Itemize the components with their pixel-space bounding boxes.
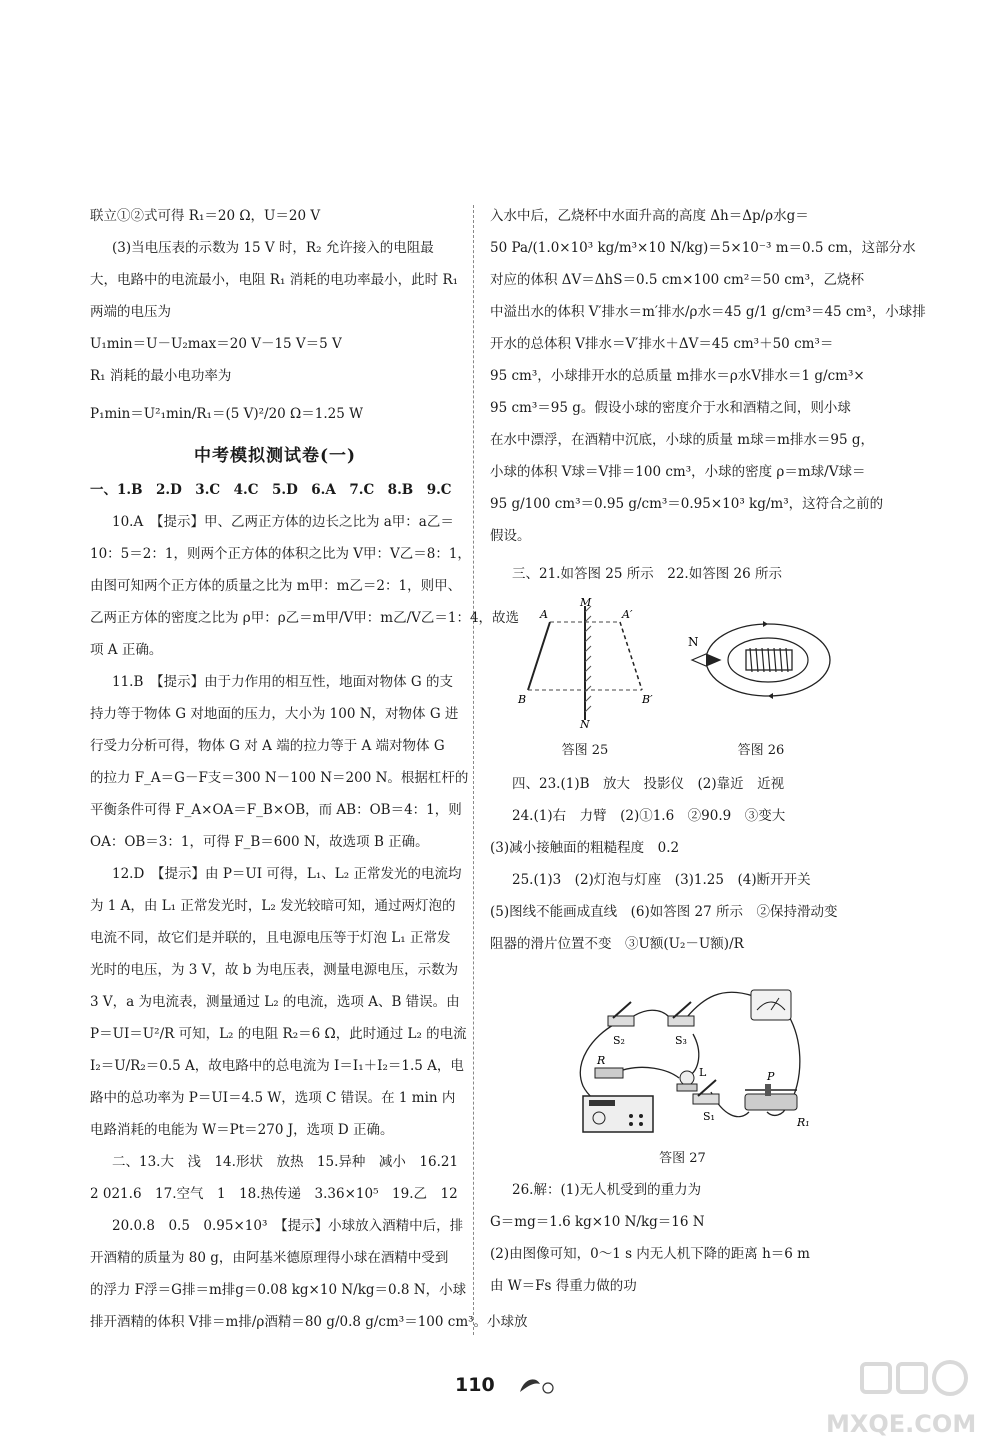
q10-line: 项 A 正确。 (90, 642, 163, 658)
resistor-r-icon (595, 1068, 623, 1078)
figure-27 (490, 966, 875, 1168)
q20-cont-line: 在水中漂浮，在酒精中沉底，小球的质量 m球＝m排水＝95 g， (490, 432, 875, 448)
q11-line: 11.B 【提示】由于力作用的相互性，地面对物体 G 的支 (112, 674, 454, 690)
label-M: M (580, 596, 592, 609)
q25-line: (5)图线不能画成直线 (6)如答图 27 所示 ②保持滑动变 (490, 904, 838, 920)
q25-line: 阻器的滑片位置不变 ③U额(U₂－U额)/R (490, 936, 744, 952)
q11-line: OA：OB＝3：1，可得 F_B＝600 N，故选项 B 正确。 (90, 834, 429, 850)
voltmeter-icon (751, 990, 791, 1020)
label-S2: S₂ (612, 1034, 625, 1047)
mc-answers: 一、1.B 2.D 3.C 4.C 5.D 6.A 7.C 8.B 9.C (90, 482, 452, 498)
section-title: 中考模拟测试卷(一) (193, 446, 357, 466)
label-R: R (596, 1054, 605, 1067)
q10-line: 乙两正方体的密度之比为 ρ甲：ρ乙＝m甲/V甲：m乙/V乙＝1：4，故选 (90, 610, 520, 626)
q20-line: 的浮力 F浮＝G排＝m排g＝0.08 kg×10 N/kg＝0.8 N，小球 (90, 1282, 467, 1298)
q12-line: 电路消耗的电能为 W＝Pt＝270 J，选项 D 正确。 (90, 1122, 394, 1138)
formula-line: P₁min＝U²₁min/R₁＝(5 V)²/20 Ω＝1.25 W (90, 406, 363, 422)
q10-line: 10：5＝2：1，则两个正方体的体积之比为 V甲：V乙＝8：1， (90, 546, 471, 562)
power-supply-icon (583, 1096, 653, 1132)
q12-line: 光时的电压，为 3 V，故 b 为电压表，测量电源电压，示数为 (90, 962, 459, 978)
q11-line: 行受力分析可得，物体 G 对 A 端的拉力等于 A 端对物体 G (90, 738, 445, 754)
q12-line: I₂＝U/R₂＝0.5 A，故电路中的总电流为 I＝I₁＋I₂＝1.5 A，电 (90, 1058, 464, 1074)
q20-line: 开酒精的质量为 80 g，由阿基米德原理得小球在酒精中受到 (90, 1250, 449, 1266)
q25-line: 25.(1)3 (2)灯泡与灯座 (3)1.25 (4)断开开关 (512, 872, 811, 888)
mirror-diagram (510, 596, 660, 731)
q20-cont-line: 95 cm³，小球排开水的总质量 m排水＝ρ水V排水＝1 g/cm³× (490, 368, 865, 384)
q12-line: 电流不同，故它们是并联的，且电源电压等于灯泡 L₁ 正常发 (90, 930, 451, 946)
text-line: 联立①②式可得 R₁＝20 Ω，U＝20 V (90, 208, 321, 224)
q12-line: P＝UI＝U²/R 可知，L₂ 的电阻 R₂＝6 Ω，此时通过 L₂ 的电流 (90, 1026, 467, 1042)
q20-cont-line: 95 cm³＝95 g。假设小球的密度介于水和酒精之间，则小球 (490, 400, 851, 416)
solenoid-diagram (686, 598, 836, 728)
q12-line: 12.D 【提示】由 P＝UI 可得，L₁、L₂ 正常发光的电流均 (112, 866, 462, 882)
label-A: A (540, 608, 548, 621)
watermark-logo (822, 1358, 982, 1440)
label-S3: S₃ (674, 1034, 687, 1047)
figures-25-26 (510, 598, 875, 760)
q24-line: 24.(1)右 力臂 (2)①1.6 ②90.9 ③变大 (512, 808, 786, 824)
formula-line: U₁min＝U－U₂max＝20 V－15 V＝5 V (90, 336, 342, 352)
label-S1: S₁ (702, 1110, 715, 1123)
figure-25 (510, 598, 660, 760)
q26-line: 由 W＝Fs 得重力做的功 (490, 1278, 637, 1294)
svg-text:MXQE.COM: MXQE.COM (826, 1410, 977, 1438)
q11-line: 的拉力 F_A＝G－F支＝300 N－100 N＝200 N。根据杠杆的 (90, 770, 469, 786)
q12-line: 3 V，a 为电流表，测量通过 L₂ 的电流，选项 A、B 错误。由 (90, 994, 460, 1010)
q20-cont-line: 假设。 (490, 528, 531, 544)
leaf-ornament-icon (516, 1374, 556, 1396)
q20-line: 排开酒精的体积 V排＝m排/ρ酒精＝80 g/0.8 g/cm³＝100 cm³。小球放 (90, 1314, 528, 1330)
label-N: N (580, 718, 590, 731)
q20-cont-line: 入水中后，乙烧杯中水面升高的高度 Δh＝Δp/ρ水g＝ (490, 208, 809, 224)
q26-line: G＝mg＝1.6 kg×10 N/kg＝16 N (490, 1214, 705, 1230)
q21-22-text: 三、21.如答图 25 所示 22.如答图 26 所示 (512, 566, 782, 582)
fill-answers: 二、13.大 浅 14.形状 放热 15.异种 减小 16.21 (112, 1154, 459, 1170)
switch-s2-icon (608, 1002, 634, 1026)
q20-cont-line: 50 Pa/(1.0×10³ kg/m³×10 N/kg)＝5×10⁻³ m＝0.5 cm，这部分水 (490, 240, 916, 256)
figure-26-caption: 答图 26 (737, 743, 785, 758)
q26-line: 26.解：(1)无人机受到的重力为 (512, 1182, 702, 1198)
figure-26 (686, 598, 836, 760)
q20-cont-line: 开水的总体积 V排水＝V′排水＋ΔV＝45 cm³＋50 cm³＝ (490, 336, 834, 352)
page-number: 110 (455, 1374, 495, 1396)
fill-answers: 2 021.6 17.空气 1 18.热传递 3.36×10⁵ 19.乙 12 (90, 1186, 458, 1202)
q12-line: 为 1 A，由 L₁ 正常发光时，L₂ 发光较暗可知，通过两灯泡的 (90, 898, 456, 914)
label-B-prime: B′ (642, 693, 653, 706)
compass-label-N: N (688, 635, 699, 649)
figure-27-caption: 答图 27 (659, 1151, 706, 1166)
column-divider (473, 205, 474, 1335)
text-line: 两端的电压为 (90, 304, 171, 320)
q26-line: (2)由图像可知，0～1 s 内无人机下降的距离 h＝6 m (490, 1246, 810, 1262)
q24-line: (3)减小接触面的粗糙程度 0.2 (490, 840, 680, 856)
q20-cont-line: 中溢出水的体积 V′排水＝m′排水/ρ水＝45 g/1 g/cm³＝45 cm³，小球排 (490, 304, 926, 320)
q20-cont-line: 小球的体积 V球＝V排＝100 cm³，小球的密度 ρ＝m球/V球＝ (490, 464, 866, 480)
rheostat-r1-icon (745, 1084, 797, 1110)
q11-line: 平衡条件可得 F_A×OA＝F_B×OB，而 AB：OB＝4：1，则 (90, 802, 462, 818)
q12-line: 路中的总功率为 P＝UI＝4.5 W，选项 C 错误。在 1 min 内 (90, 1090, 456, 1106)
label-L: L (698, 1066, 706, 1079)
q20-cont-line: 对应的体积 ΔV＝ΔhS＝0.5 cm×100 cm²＝50 cm³，乙烧杯 (490, 272, 864, 288)
q23-line: 四、23.(1)B 放大 投影仪 (2)靠近 近视 (512, 776, 785, 792)
q11-line: 持力等于物体 G 对地面的压力，大小为 100 N，对物体 G 进 (90, 706, 459, 722)
circuit-diagram (553, 966, 813, 1136)
label-A-prime: A′ (622, 608, 633, 621)
right-column (490, 200, 926, 1302)
q10-line: 10.A 【提示】甲、乙两正方体的边长之比为 a甲：a乙＝ (112, 514, 454, 530)
text-line: 大，电路中的电流最小，电阻 R₁ 消耗的电功率最小，此时 R₁ (90, 272, 459, 288)
q10-line: 由图可知两个正方体的质量之比为 m甲：m乙＝2：1，则甲、 (90, 578, 462, 594)
text-line: R₁ 消耗的最小电功率为 (90, 368, 232, 384)
label-B: B (518, 693, 527, 706)
label-P: P (766, 1070, 774, 1083)
bulb-l-icon (677, 1071, 697, 1091)
q20-line: 20.0.8 0.5 0.95×10³ 【提示】小球放入酒精中后，排 (112, 1218, 464, 1234)
figure-25-caption: 答图 25 (561, 743, 609, 758)
label-R1: R₁ (796, 1116, 810, 1129)
q20-cont-line: 95 g/100 cm³＝0.95 g/cm³＝0.95×10³ kg/m³，这符合之前的 (490, 496, 884, 512)
text-line: (3)当电压表的示数为 15 V 时，R₂ 允许接入的电阻最 (112, 240, 434, 256)
